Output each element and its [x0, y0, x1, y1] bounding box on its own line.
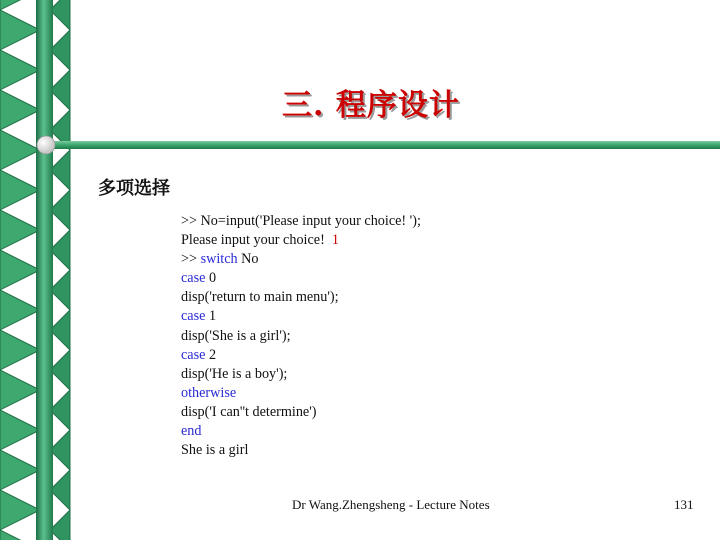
code-keyword: switch — [200, 251, 238, 268]
code-text: >> — [181, 251, 201, 268]
code-keyword: case — [181, 308, 206, 325]
slide-subtitle: 多项选择 — [98, 178, 170, 199]
zigzag-left-segment — [0, 90, 40, 130]
code-line — [181, 327, 561, 346]
horizontal-divider-line — [46, 141, 720, 149]
code-line — [181, 250, 561, 269]
code-line — [181, 288, 561, 307]
zigzag-left-segment — [0, 450, 40, 490]
left-stem — [36, 0, 53, 540]
code-text: disp('She is a girl'); — [181, 327, 291, 344]
zigzag-left-segment — [0, 50, 40, 90]
slide-title: 三. 程序设计 — [282, 88, 460, 123]
code-line — [181, 403, 561, 422]
code-text: Please input your choice! — [181, 232, 332, 249]
code-line — [181, 441, 561, 460]
code-text: disp('He is a boy'); — [181, 365, 288, 382]
footer-text: Dr Wang.Zhengsheng - Lecture Notes — [292, 497, 490, 512]
code-line — [181, 231, 561, 250]
code-line — [181, 307, 561, 326]
code-text: disp('I can''t determine') — [181, 403, 317, 420]
code-keyword: end — [181, 423, 202, 440]
divider-ball-icon — [37, 136, 55, 154]
code-text: 0 — [205, 270, 217, 287]
code-keyword: case — [181, 346, 206, 363]
zigzag-left-segment — [0, 170, 40, 210]
page-number: 131 — [674, 497, 694, 512]
zigzag-left-segment — [0, 290, 40, 330]
zigzag-left-segment — [0, 370, 40, 410]
code-line — [181, 269, 561, 288]
code-block — [181, 212, 561, 460]
code-text: 1 — [205, 308, 217, 325]
code-keyword: case — [181, 270, 206, 287]
zigzag-left-segment — [0, 330, 40, 370]
zigzag-left-segment — [0, 130, 40, 170]
zigzag-left-segment — [0, 0, 40, 10]
zigzag-left-segment — [0, 530, 40, 540]
code-keyword: otherwise — [181, 384, 237, 401]
code-line — [181, 384, 561, 403]
code-text: 2 — [205, 346, 217, 363]
code-line — [181, 212, 561, 231]
code-line — [181, 346, 561, 365]
zigzag-left-segment — [0, 490, 40, 530]
zigzag-left-segment — [0, 10, 40, 50]
code-line — [181, 422, 561, 441]
code-text: 1 — [331, 232, 339, 249]
zigzag-left-segment — [0, 410, 40, 450]
code-text: No — [237, 251, 259, 268]
green-zigzag-border — [0, 0, 70, 540]
code-line — [181, 365, 561, 384]
zigzag-left-segment — [0, 250, 40, 290]
zigzag-left-segment — [0, 210, 40, 250]
code-text: >> No=input('Please input your choice! '); — [181, 213, 421, 229]
code-text: disp('return to main menu'); — [181, 289, 339, 306]
code-text: She is a girl — [181, 442, 249, 459]
